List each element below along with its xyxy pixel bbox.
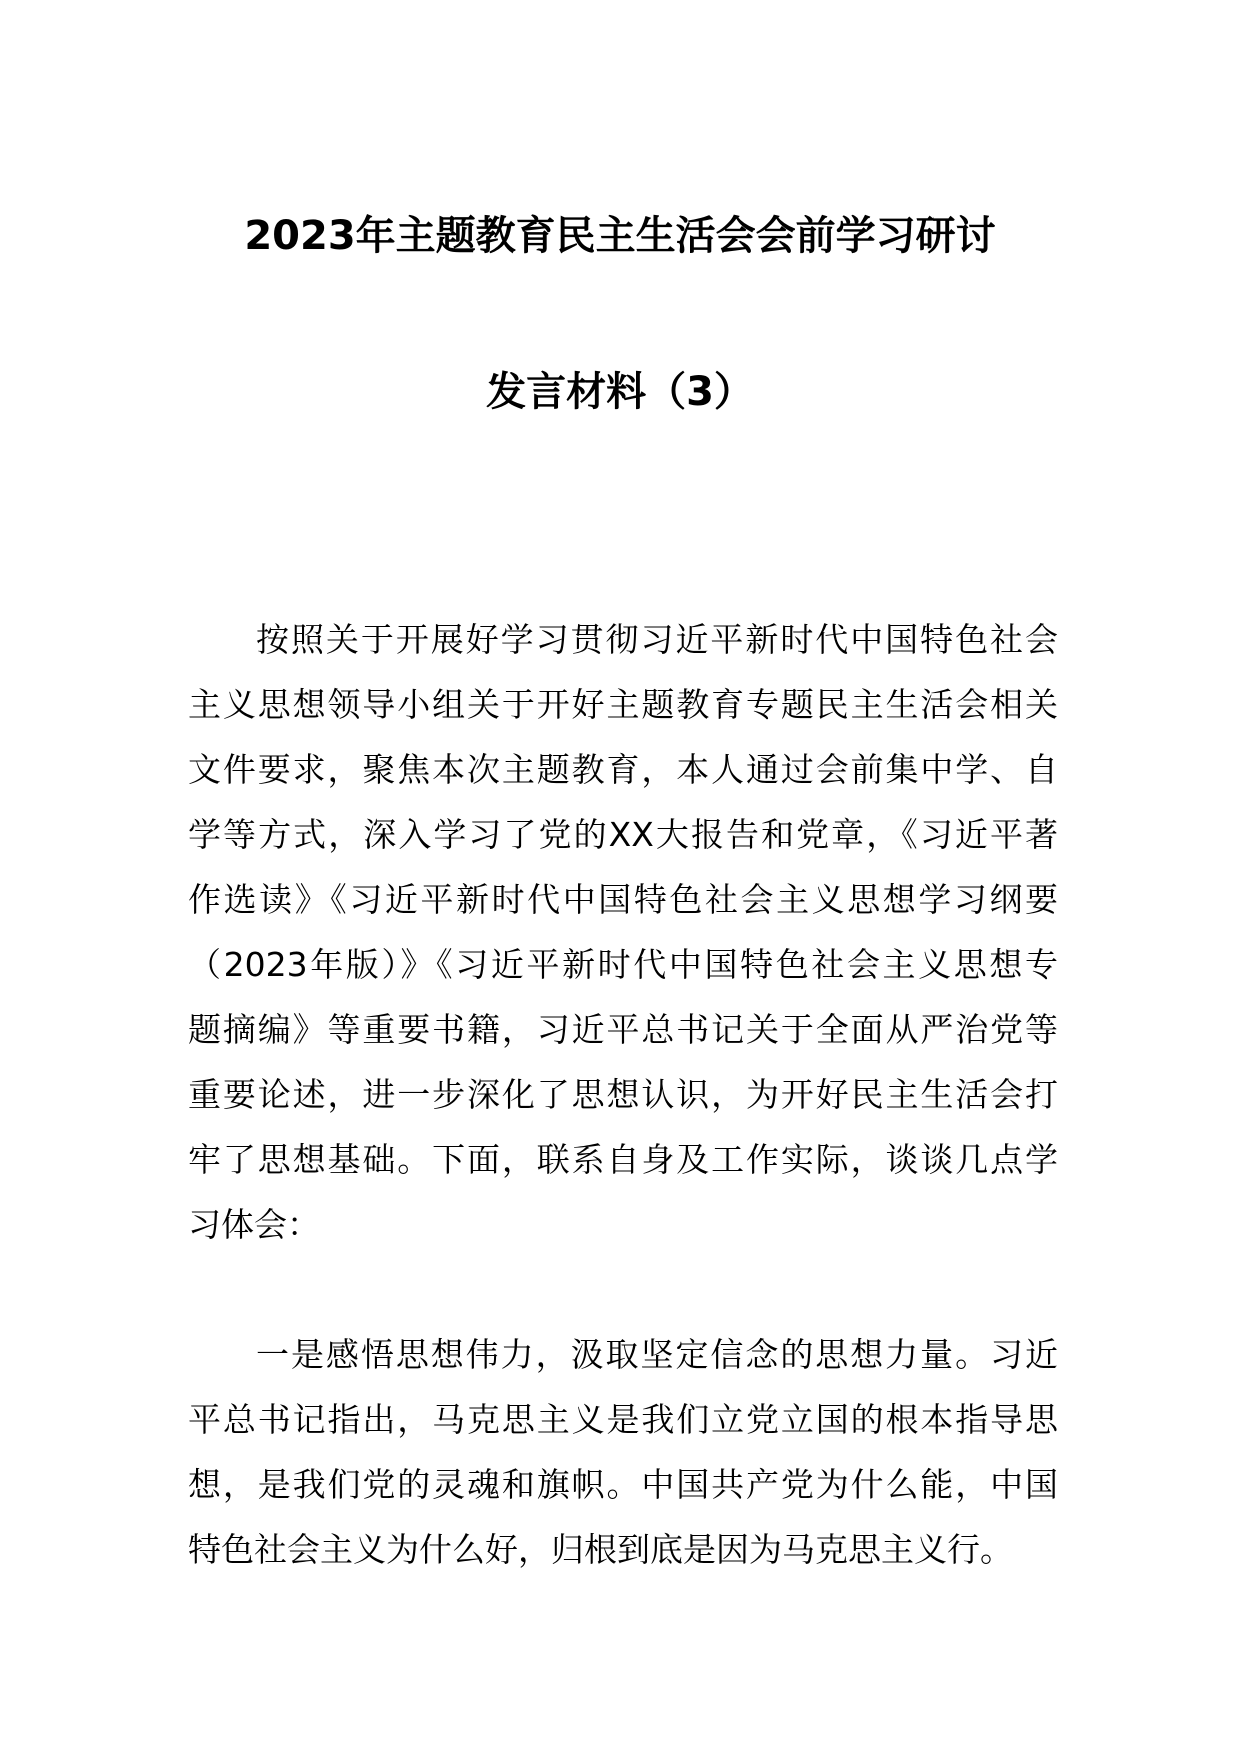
paragraph-line: 作选读》《习近平新时代中国特色社会主义思想学习纲要 — [188, 880, 1058, 919]
paragraph-line: 想，是我们党的灵魂和旗帜。中国共产党为什么能，中国 — [188, 1465, 1058, 1504]
paragraph-line: 主义思想领导小组关于开好主题教育专题民主生活会相关 — [188, 685, 1058, 724]
paragraph-1 — [188, 607, 1058, 1257]
paragraph-line: 习体会： — [188, 1205, 320, 1244]
paragraph-line: 一是感悟思想伟力，汲取坚定信念的思想力量。习近 — [256, 1335, 1058, 1374]
paragraph-line: 牢了思想基础。下面，联系自身及工作实际，谈谈几点学 — [188, 1140, 1058, 1179]
paragraph-line: 重要论述，进一步深化了思想认识，为开好民主生活会打 — [188, 1075, 1058, 1114]
paragraph-line: 题摘编》等重要书籍，习近平总书记关于全面从严治党等 — [188, 1010, 1058, 1049]
paragraph-2 — [188, 1322, 1058, 1582]
document-title-line-1: 2023年主题教育民主生活会会前学习研讨 — [244, 213, 996, 259]
paragraph-line: （2023年版）》《习近平新时代中国特色社会主义思想专 — [188, 945, 1058, 984]
paragraph-line: 学等方式，深入学习了党的XX大报告和党章，《习近平著 — [188, 815, 1058, 854]
paragraph-line: 特色社会主义为什么好，归根到底是因为马克思主义行。 — [188, 1530, 1013, 1569]
document-title-line-2: 发言材料（3） — [486, 369, 754, 415]
paragraph-line: 平总书记指出，马克思主义是我们立党立国的根本指导思 — [188, 1400, 1058, 1439]
paragraph-line: 文件要求，聚焦本次主题教育，本人通过会前集中学、自 — [188, 750, 1058, 789]
paragraph-line: 按照关于开展好学习贯彻习近平新时代中国特色社会 — [256, 620, 1058, 659]
